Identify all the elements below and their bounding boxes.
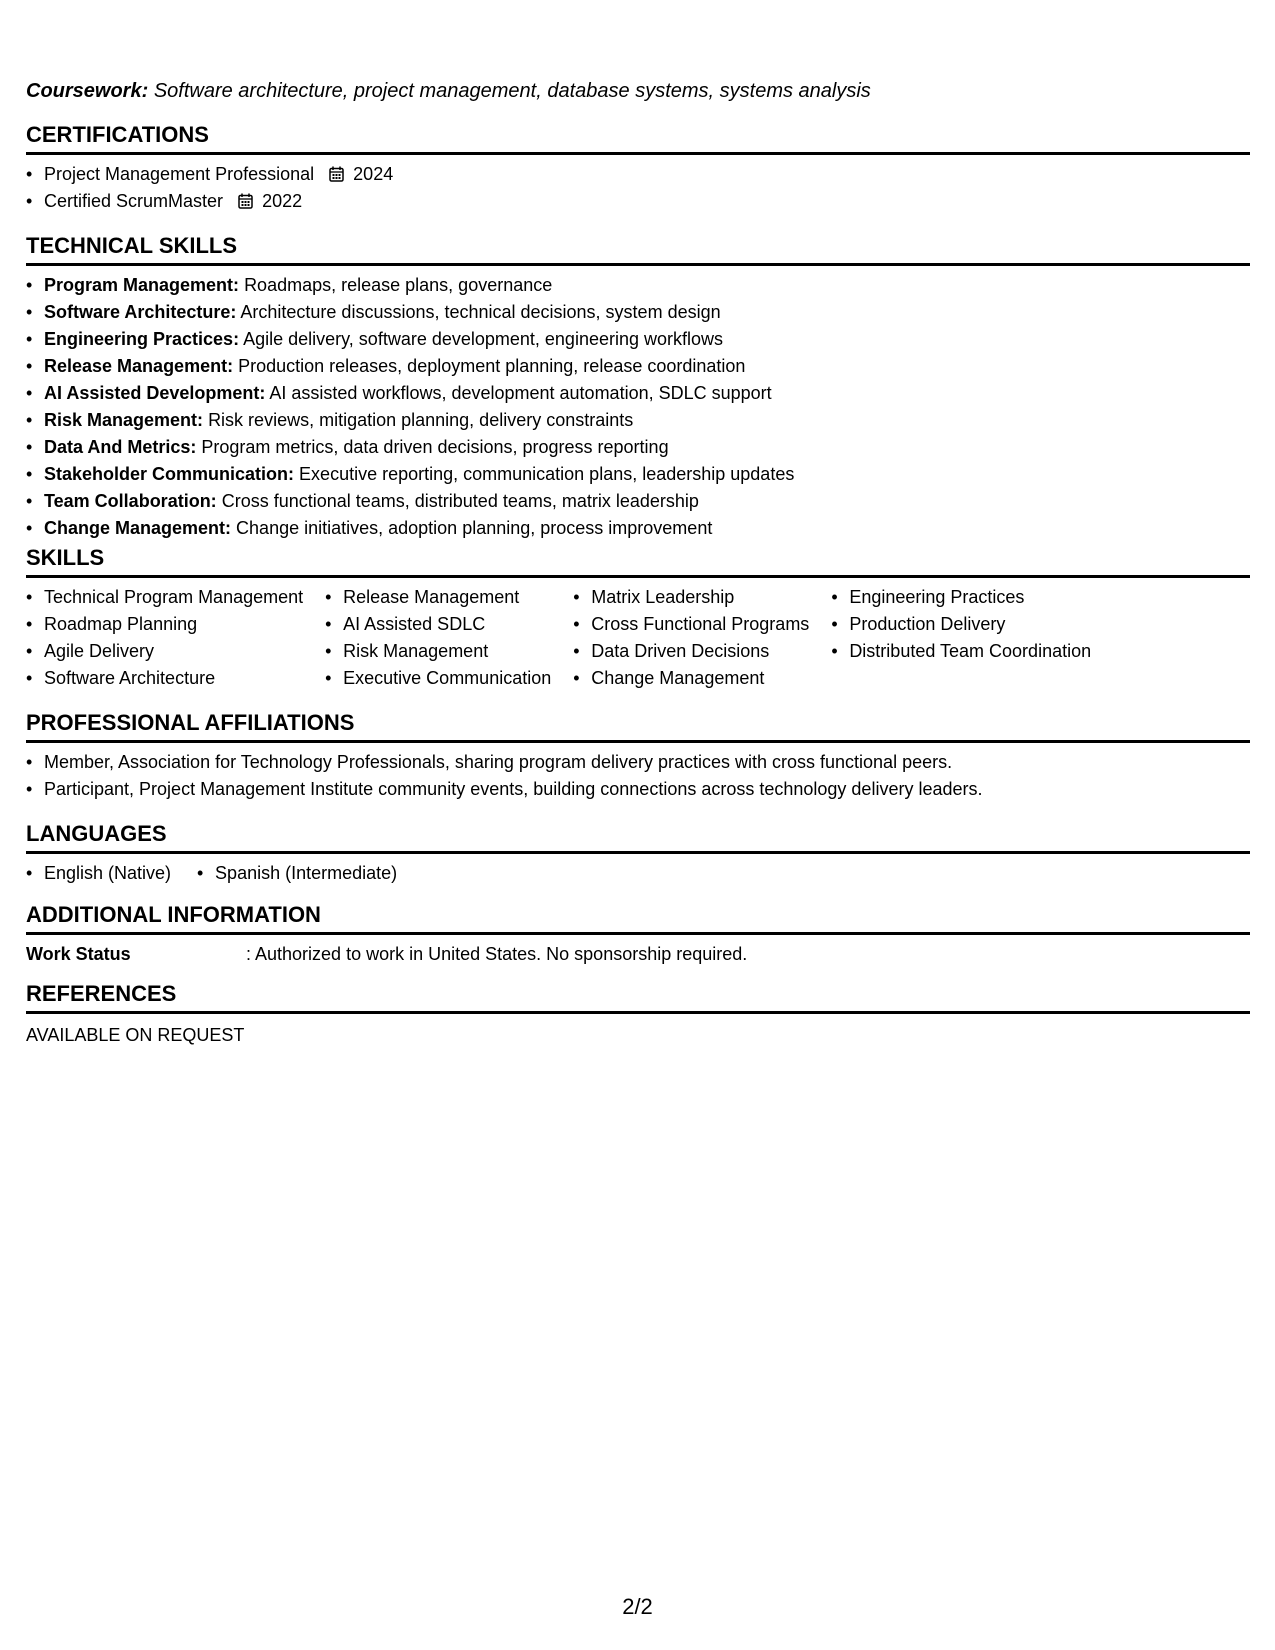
technical-skills-section <box>26 233 1250 542</box>
skills-column <box>573 584 809 692</box>
work-status-row <box>26 941 1250 967</box>
affiliations-list <box>26 749 1250 803</box>
technical-skill-item <box>26 272 1250 299</box>
section-heading: TECHNICAL SKILLS <box>26 233 1250 266</box>
references-text: AVAILABLE ON REQUEST <box>26 1025 245 1045</box>
skill-label: Software Architecture: <box>44 302 237 322</box>
skill-label: Release Management: <box>44 356 234 376</box>
certification-item <box>26 161 1250 188</box>
certification-name: Project Management Professional <box>44 164 315 184</box>
technical-skill-item <box>26 515 1250 542</box>
section-heading: REFERENCES <box>26 981 1250 1014</box>
coursework-label: Coursework: <box>26 80 149 102</box>
calendar-icon <box>238 193 253 209</box>
skill-text: Agile delivery, software development, engineering workflows <box>243 329 724 349</box>
work-status-label: Work Status <box>26 944 131 964</box>
certification-year: 2022 <box>262 191 303 211</box>
affiliations-section <box>26 710 1250 803</box>
skill-label: Risk Management: <box>44 410 204 430</box>
technical-skill-item <box>26 407 1250 434</box>
references-section <box>26 981 1250 1048</box>
skill-item: • Executive Communication <box>325 665 551 692</box>
coursework-text: Software architecture, project management, database systems, systems analysis <box>153 80 871 102</box>
section-heading: SKILLS <box>26 545 1250 578</box>
language-item: • Spanish (Intermediate) <box>197 860 397 887</box>
skill-item: • Risk Management <box>325 638 551 665</box>
technical-skill-item <box>26 326 1250 353</box>
calendar-icon <box>329 166 344 182</box>
skill-item: • AI Assisted SDLC <box>325 611 551 638</box>
skill-item: • Matrix Leadership <box>573 584 809 611</box>
skill-item: • Release Management <box>325 584 551 611</box>
certifications-list <box>26 161 1250 215</box>
languages-section <box>26 821 1250 887</box>
skill-text: Cross functional teams, distributed teams, matrix leadership <box>221 491 699 511</box>
coursework-line <box>26 80 871 103</box>
skill-label: Stakeholder Communication: <box>44 464 295 484</box>
skills-grid <box>26 584 1250 692</box>
skill-label: Data And Metrics: <box>44 437 197 457</box>
skill-label: AI Assisted Development: <box>44 383 266 403</box>
page-number: 2/2 <box>622 1594 653 1619</box>
section-heading: ADDITIONAL INFORMATION <box>26 902 1250 935</box>
skill-item: • Roadmap Planning <box>26 611 303 638</box>
technical-skills-list <box>26 272 1250 542</box>
certification-item <box>26 188 1250 215</box>
skill-text: Production releases, deployment planning, release coordination <box>238 356 746 376</box>
skill-item: • Change Management <box>573 665 809 692</box>
skill-item: • Software Architecture <box>26 665 303 692</box>
technical-skill-item <box>26 353 1250 380</box>
work-status-value: : Authorized to work in United States. No sponsorship required. <box>246 944 748 964</box>
skill-item: • Cross Functional Programs <box>573 611 809 638</box>
section-heading: LANGUAGES <box>26 821 1250 854</box>
skills-column <box>325 584 551 692</box>
affiliation-item: • Member, Association for Technology Professionals, sharing program delivery practices with cross functional peers. <box>26 749 1250 776</box>
certification-year: 2024 <box>353 164 394 184</box>
technical-skill-item <box>26 434 1250 461</box>
skill-item: • Engineering Practices <box>831 584 1091 611</box>
skill-label: Team Collaboration: <box>44 491 217 511</box>
skill-item: • Data Driven Decisions <box>573 638 809 665</box>
certification-name: Certified ScrumMaster <box>44 191 224 211</box>
skill-item: • Production Delivery <box>831 611 1091 638</box>
skill-item: • Distributed Team Coordination <box>831 638 1091 665</box>
skill-text: Executive reporting, communication plans, leadership updates <box>299 464 795 484</box>
skills-column <box>831 584 1091 692</box>
languages-list <box>26 860 1250 887</box>
skill-label: Engineering Practices: <box>44 329 240 349</box>
language-item: • English (Native) <box>26 860 171 887</box>
technical-skill-item <box>26 488 1250 515</box>
section-heading: PROFESSIONAL AFFILIATIONS <box>26 710 1250 743</box>
skill-text: Architecture discussions, technical decisions, system design <box>240 302 721 322</box>
skill-text: Program metrics, data driven decisions, progress reporting <box>201 437 669 457</box>
skill-text: Roadmaps, release plans, governance <box>244 275 553 295</box>
skill-item: • Technical Program Management <box>26 584 303 611</box>
skill-label: Program Management: <box>44 275 240 295</box>
certifications-section <box>26 122 1250 215</box>
skills-section <box>26 545 1250 692</box>
technical-skill-item <box>26 299 1250 326</box>
technical-skill-item <box>26 380 1250 407</box>
technical-skill-item <box>26 461 1250 488</box>
skill-text: AI assisted workflows, development automation, SDLC support <box>269 383 772 403</box>
affiliation-item: • Participant, Project Management Institute community events, building connections across technology delivery leaders. <box>26 776 1250 803</box>
additional-info-section <box>26 902 1250 967</box>
section-heading: CERTIFICATIONS <box>26 122 1250 155</box>
skill-label: Change Management: <box>44 518 232 538</box>
skills-column <box>26 584 303 692</box>
skill-item: • Agile Delivery <box>26 638 303 665</box>
skill-text: Change initiatives, adoption planning, process improvement <box>236 518 713 538</box>
skill-text: Risk reviews, mitigation planning, delivery constraints <box>208 410 634 430</box>
